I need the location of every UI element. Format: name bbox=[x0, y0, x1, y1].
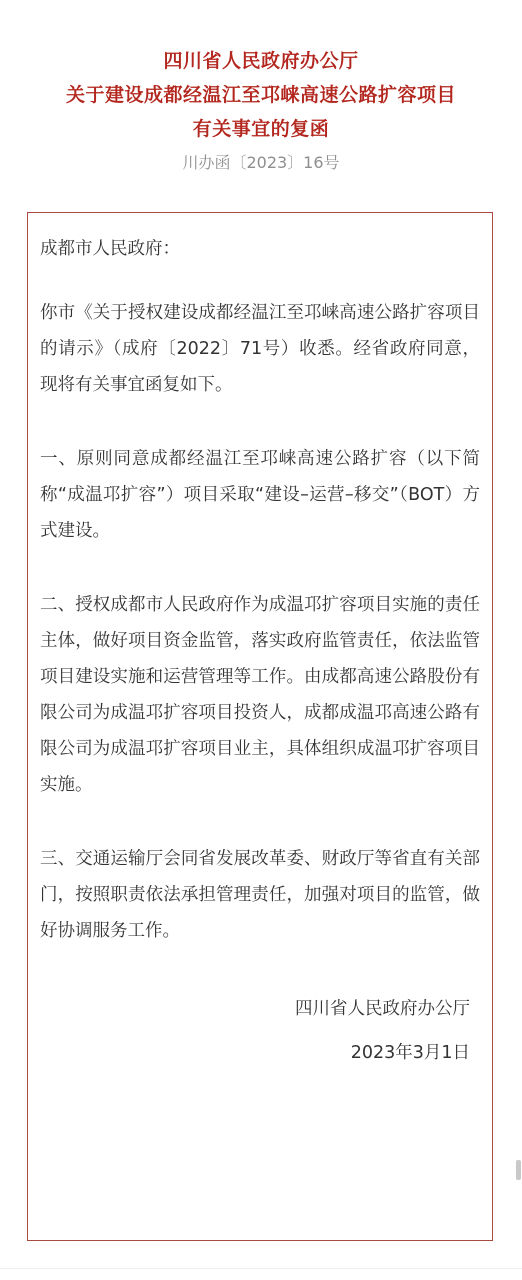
document-title-line-1: 关于建设成都经温江至邛崃高速公路扩容项目 bbox=[65, 84, 456, 106]
salutation: 成都市人民政府： bbox=[40, 239, 180, 259]
document-title-line-2: 有关事宜的复函 bbox=[192, 118, 330, 140]
signature-date: 2023年3月1日 bbox=[350, 1043, 470, 1063]
paragraph-item-3: 三、交通运输厅会同省发展改革委、财政厅等省直有关部门，按照职责依法承担管理责任，加强对项目的监管，做好协调服务工作。 bbox=[40, 849, 480, 941]
bottom-divider bbox=[0, 1268, 522, 1269]
scroll-indicator[interactable] bbox=[516, 1160, 521, 1180]
issuer-title: 四川省人民政府办公厅 bbox=[163, 50, 359, 72]
document-header bbox=[0, 44, 522, 178]
letter-body bbox=[27, 212, 493, 1241]
paragraph-item-2: 二、授权成都市人民政府作为成温邛扩容项目实施的责任主体，做好项目资金监管，落实政府监管责任，依法监管项目建设实施和运营管理等工作。由成都高速公路股份有限公司为成温邛扩容项目投资人，成都成温邛高速公路有限公司为成温邛扩容项目业主，具体组织成温邛扩容项目实施。 bbox=[40, 595, 480, 795]
paragraph-intro: 你市《关于授权建设成都经温江至邛崃高速公路扩容项目的请示》（成府〔2022〕71号）收悉。经省政府同意，现将有关事宜函复如下。 bbox=[40, 303, 480, 395]
paragraph-item-1: 一、原则同意成都经温江至邛崃高速公路扩容（以下简称“成温邛扩容”）项目采取“建设–运营–移交”（BOT）方式建设。 bbox=[40, 449, 480, 541]
signature-block bbox=[40, 987, 470, 1075]
document-number: 川办函〔2023〕16号 bbox=[182, 153, 340, 172]
signature-organization: 四川省人民政府办公厅 bbox=[295, 999, 470, 1019]
